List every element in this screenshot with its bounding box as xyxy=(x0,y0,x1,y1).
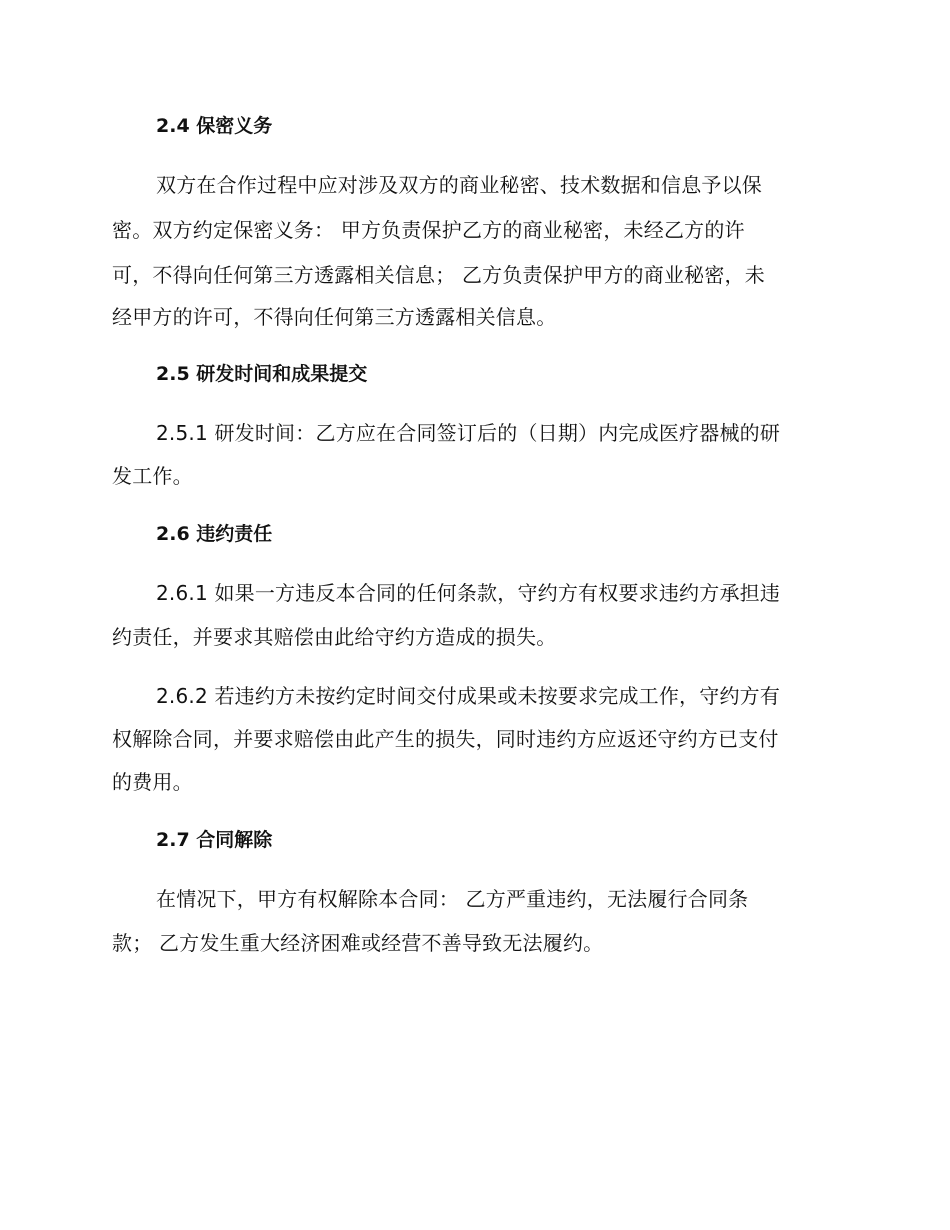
paragraph-line: 约责任，并要求其赔偿由此给守约方造成的损失。 xyxy=(112,625,557,649)
section-heading-2-6: 2.6 违约责任 xyxy=(156,523,273,545)
paragraph-line: 的费用。 xyxy=(112,770,193,794)
paragraph-line: 在情况下，甲方有权解除本合同： 乙方严重违约，无法履行合同条 xyxy=(156,887,749,911)
section-heading-2-5: 2.5 研发时间和成果提交 xyxy=(156,363,368,385)
section-heading-2-7: 2.7 合同解除 xyxy=(156,829,273,851)
paragraph-line: 款； 乙方发生重大经济困难或经营不善导致无法履约。 xyxy=(112,931,604,955)
paragraph-line: 经甲方的许可，不得向任何第三方透露相关信息。 xyxy=(112,305,557,329)
paragraph-line: 可，不得向任何第三方透露相关信息； 乙方负责保护甲方的商业秘密，未 xyxy=(112,263,765,287)
paragraph-line: 密。双方约定保密义务： 甲方负责保护乙方的商业秘密，未经乙方的许 xyxy=(112,218,745,242)
paragraph-line: 发工作。 xyxy=(112,464,193,488)
paragraph-line: 2.6.2 若违约方未按约定时间交付成果或未按要求完成工作，守约方有 xyxy=(156,684,781,708)
paragraph-line: 权解除合同，并要求赔偿由此产生的损失，同时违约方应返还守约方已支付 xyxy=(112,727,779,751)
paragraph-line: 2.6.1 如果一方违反本合同的任何条款，守约方有权要求违约方承担违 xyxy=(156,581,781,605)
section-heading-2-4: 2.4 保密义务 xyxy=(156,115,273,137)
paragraph-line: 双方在合作过程中应对涉及双方的商业秘密、技术数据和信息予以保 xyxy=(156,173,762,197)
paragraph-line: 2.5.1 研发时间：乙方应在合同签订后的（日期）内完成医疗器械的研 xyxy=(156,421,781,445)
